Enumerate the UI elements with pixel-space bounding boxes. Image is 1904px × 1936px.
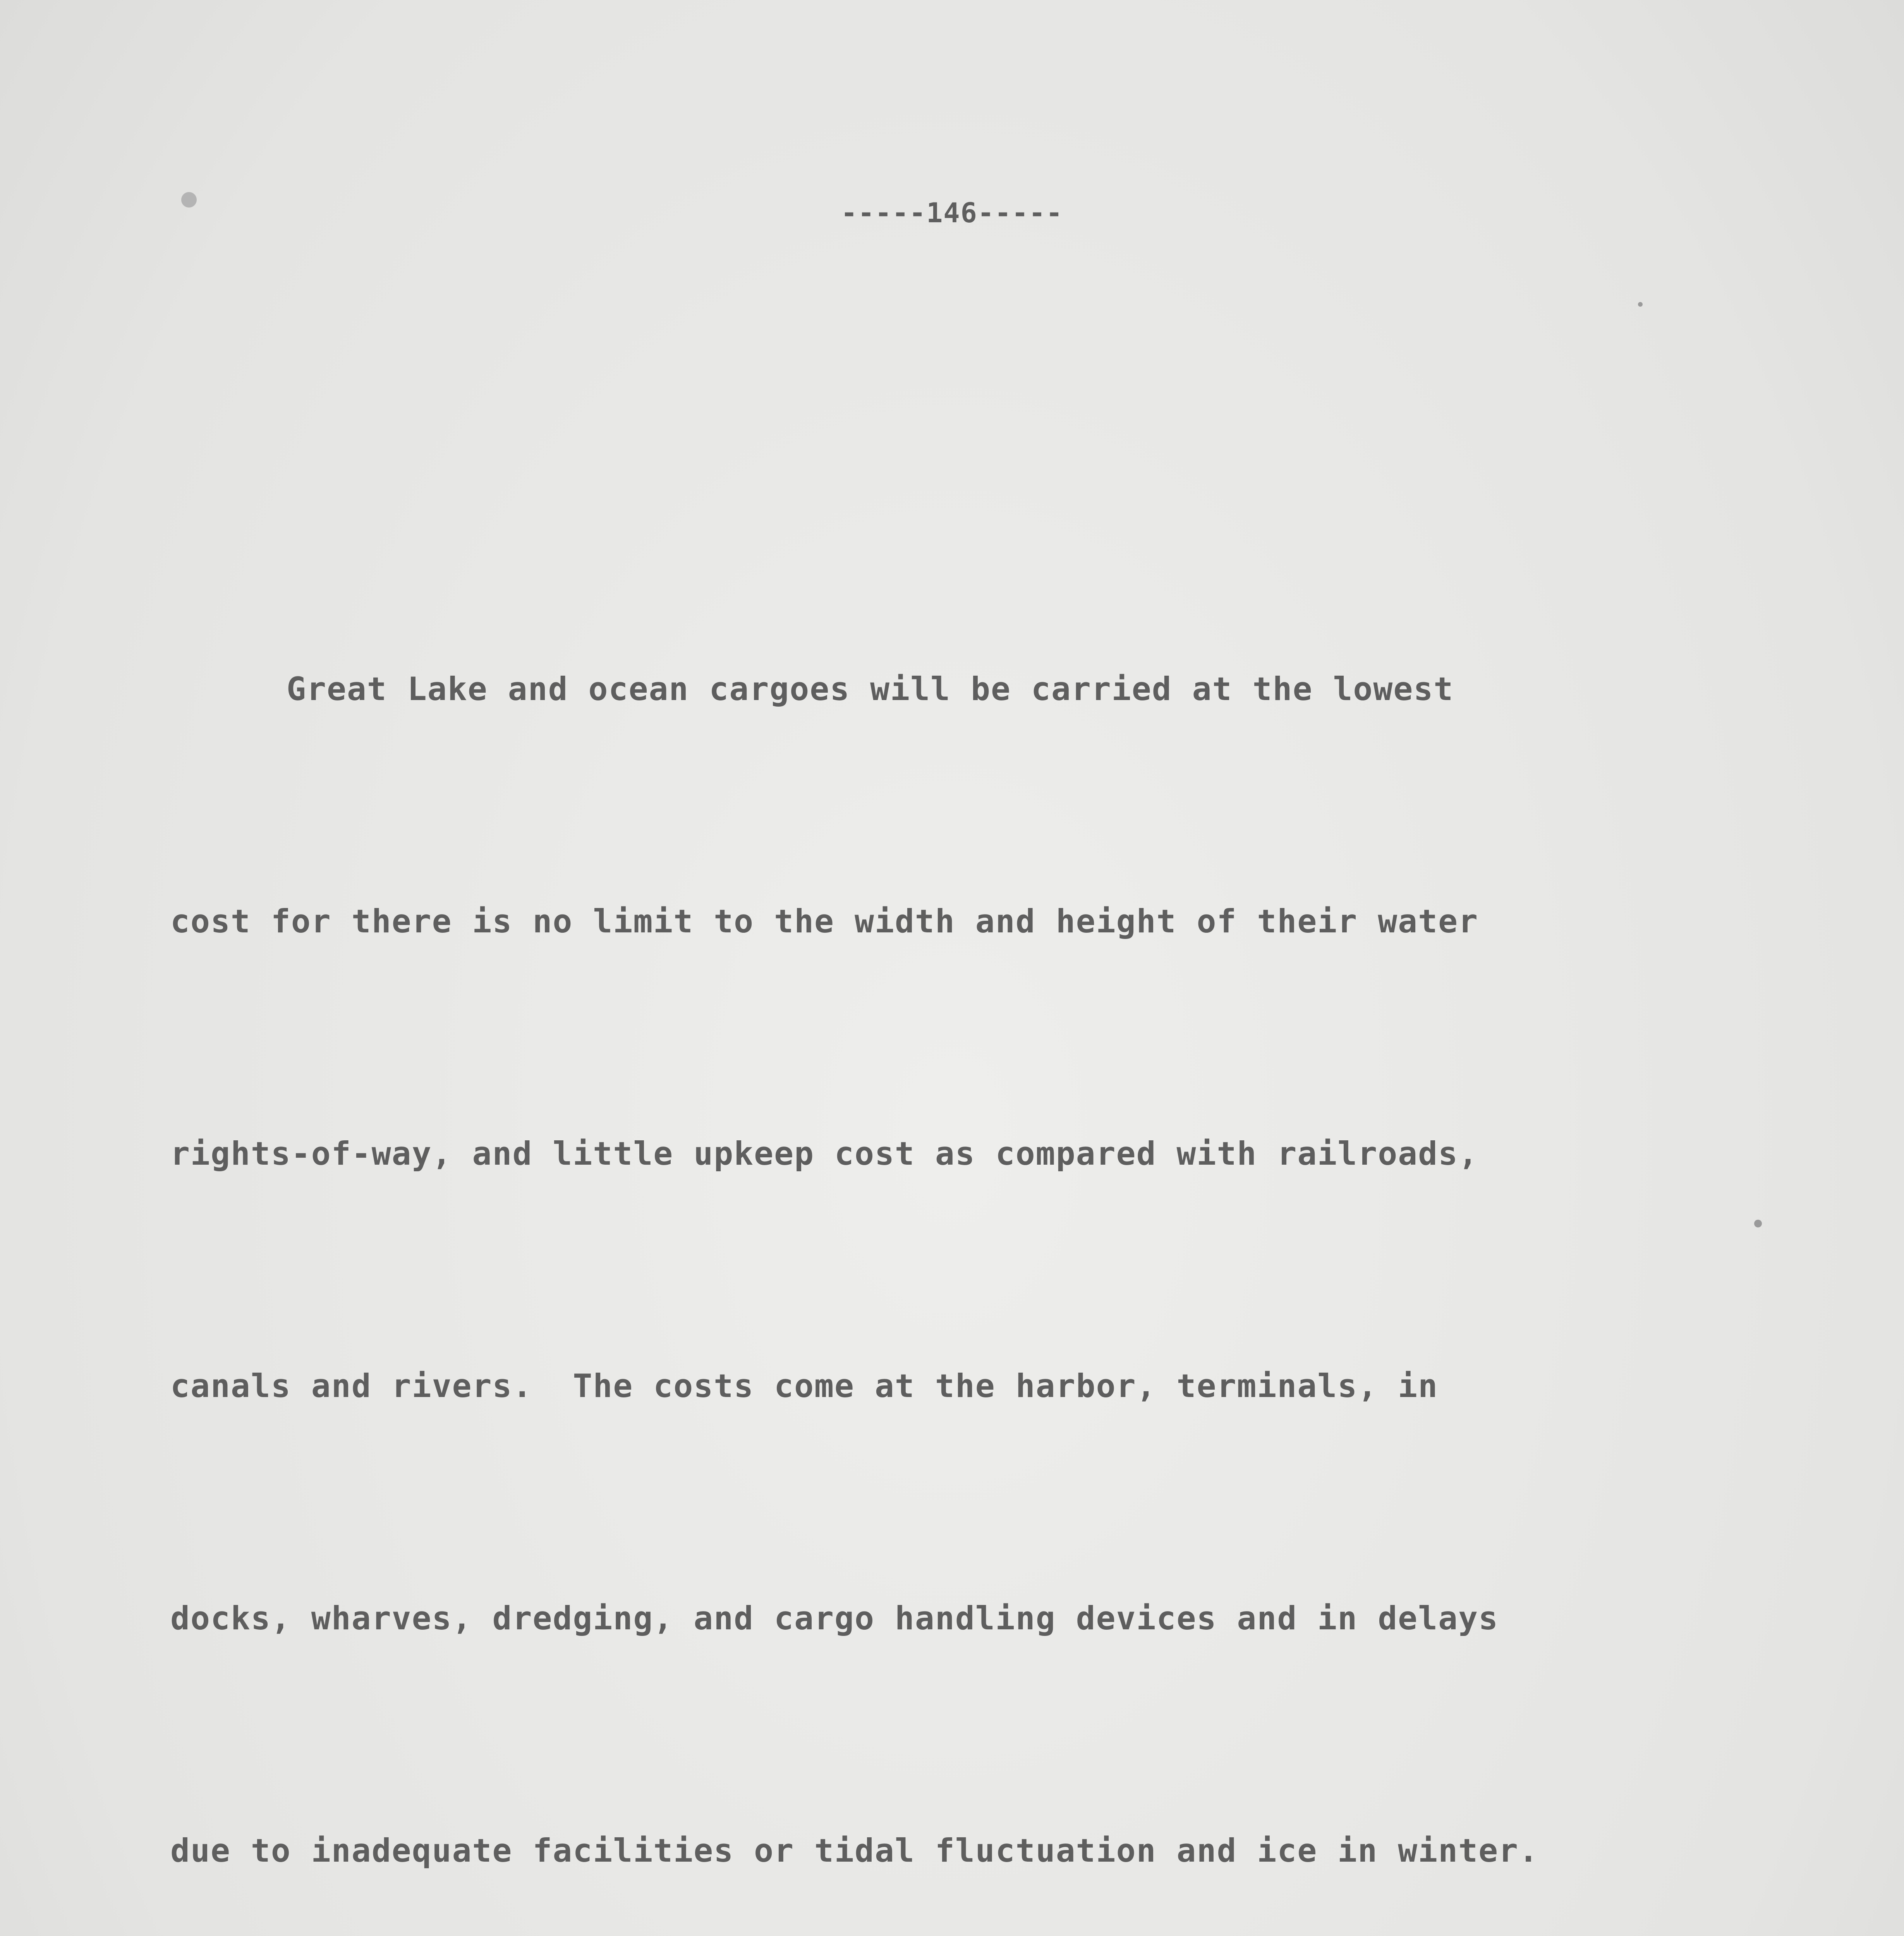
- text-line: cost for there is no limit to the width and height of their water: [170, 903, 1479, 940]
- text-line: due to inadequate facilities or tidal fluctuation and ice in winter.: [170, 1832, 1539, 1869]
- page-number: -----146-----: [841, 197, 1063, 229]
- paper-speck: [1754, 1220, 1762, 1227]
- text-line: canals and rivers. The costs come at the harbor, terminals, in: [170, 1367, 1439, 1405]
- text-line: Great Lake and ocean cargoes will be carried at the lowest: [287, 670, 1454, 708]
- paper-speck: [1638, 302, 1643, 307]
- text-line: docks, wharves, dredging, and cargo handling devices and in delays: [170, 1600, 1499, 1637]
- body-text: [170, 341, 1719, 1936]
- text-line: rights-of-way, and little upkeep cost as compared with railroads,: [170, 1135, 1479, 1172]
